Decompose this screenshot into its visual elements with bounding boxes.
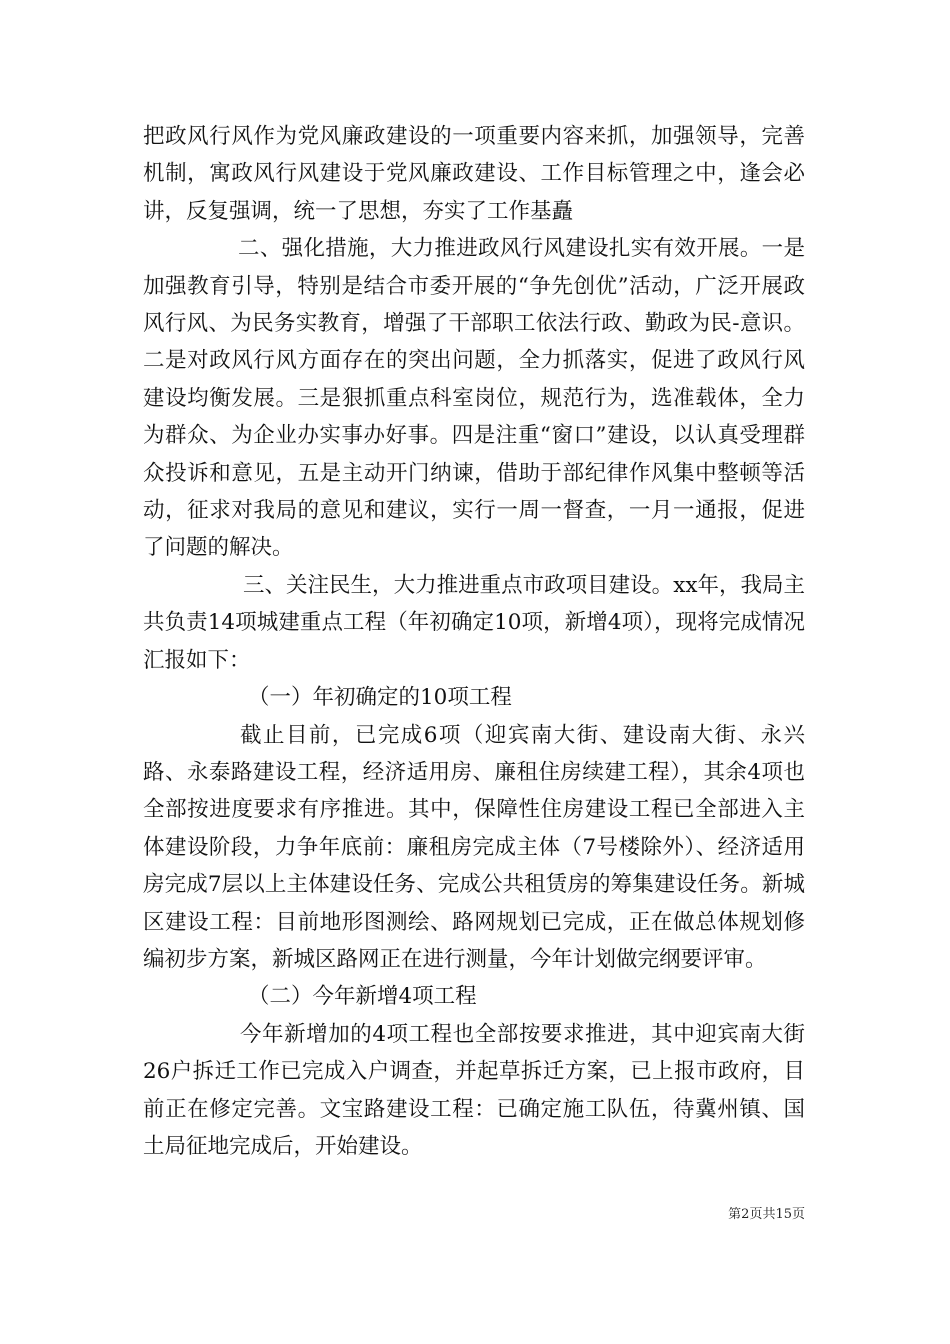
paragraph-continuation: 把政风行风作为党风廉政建设的一项重要内容来抓，加强领导，完善机制，寓政风行风建设于党风廉政建设、工作目标管理之中，逢会必讲，反复强调，统一了思想，夯实了工作基矗 (143, 124, 805, 224)
paragraph-section-two: 二、强化措施，大力推进政风行风建设扎实有效开展。一是加强教育引导，特别是结合市委开展的“争先创优”活动，广泛开展政风行风、为民务实教育，增强了干部职工依法行政、勤政为民-意识。二是对政风行风方面存在的突出问题，全力抓落实，促进了政风行风建设均衡发展。三是狠抓重点科室岗位，规范行为，选准载体，全力为群众、为企业办实事办好事。四是注重“窗口”建设，以认真受理群众投诉和意见，五是主动开门纳谏，借助于部纪律作风集中整顿等活动，征求对我局的意见和建议，实行一周一督查，一月一通报，促进了问题的解决。 (143, 236, 805, 561)
subheading-initial-projects: （一）年初确定的10项工程 (248, 685, 512, 711)
document-body (143, 118, 805, 1165)
page-number: 第2页共15页 (728, 1207, 805, 1222)
paragraph-new-projects: 今年新增加的4项工程也全部按要求推进，其中迎宾南大街26户拆迁工作已完成入户调查，并起草拆迁方案，已上报市政府，目前正在修定完善。文宝路建设工程：已确定施工队伍，待冀州镇、国土局征地完成后，开始建设。 (143, 1021, 805, 1159)
paragraph-section-three: 三、关注民生，大力推进重点市政项目建设。xx年，我局主共负责14项城建重点工程（年初确定10项，新增4项），现将完成情况汇报如下： (143, 572, 805, 673)
subheading-new-projects: （二）今年新增4项工程 (248, 984, 477, 1010)
paragraph-initial-projects: 截止目前，已完成6项（迎宾南大街、建设南大街、永兴路、永泰路建设工程，经济适用房、廉租住房续建工程），其余4项也全部按进度要求有序推进。其中，保障性住房建设工程已全部进入主体建设阶段，力争年底前：廉租房完成主体（7号楼除外）、经济适用房完成7层以上主体建设任务、完成公共租赁房的筹集建设任务。新城区建设工程：目前地形图测绘、路网规划已完成，正在做总体规划修编初步方案，新城区路网正在进行测量，今年计划做完纲要评审。 (143, 722, 805, 972)
